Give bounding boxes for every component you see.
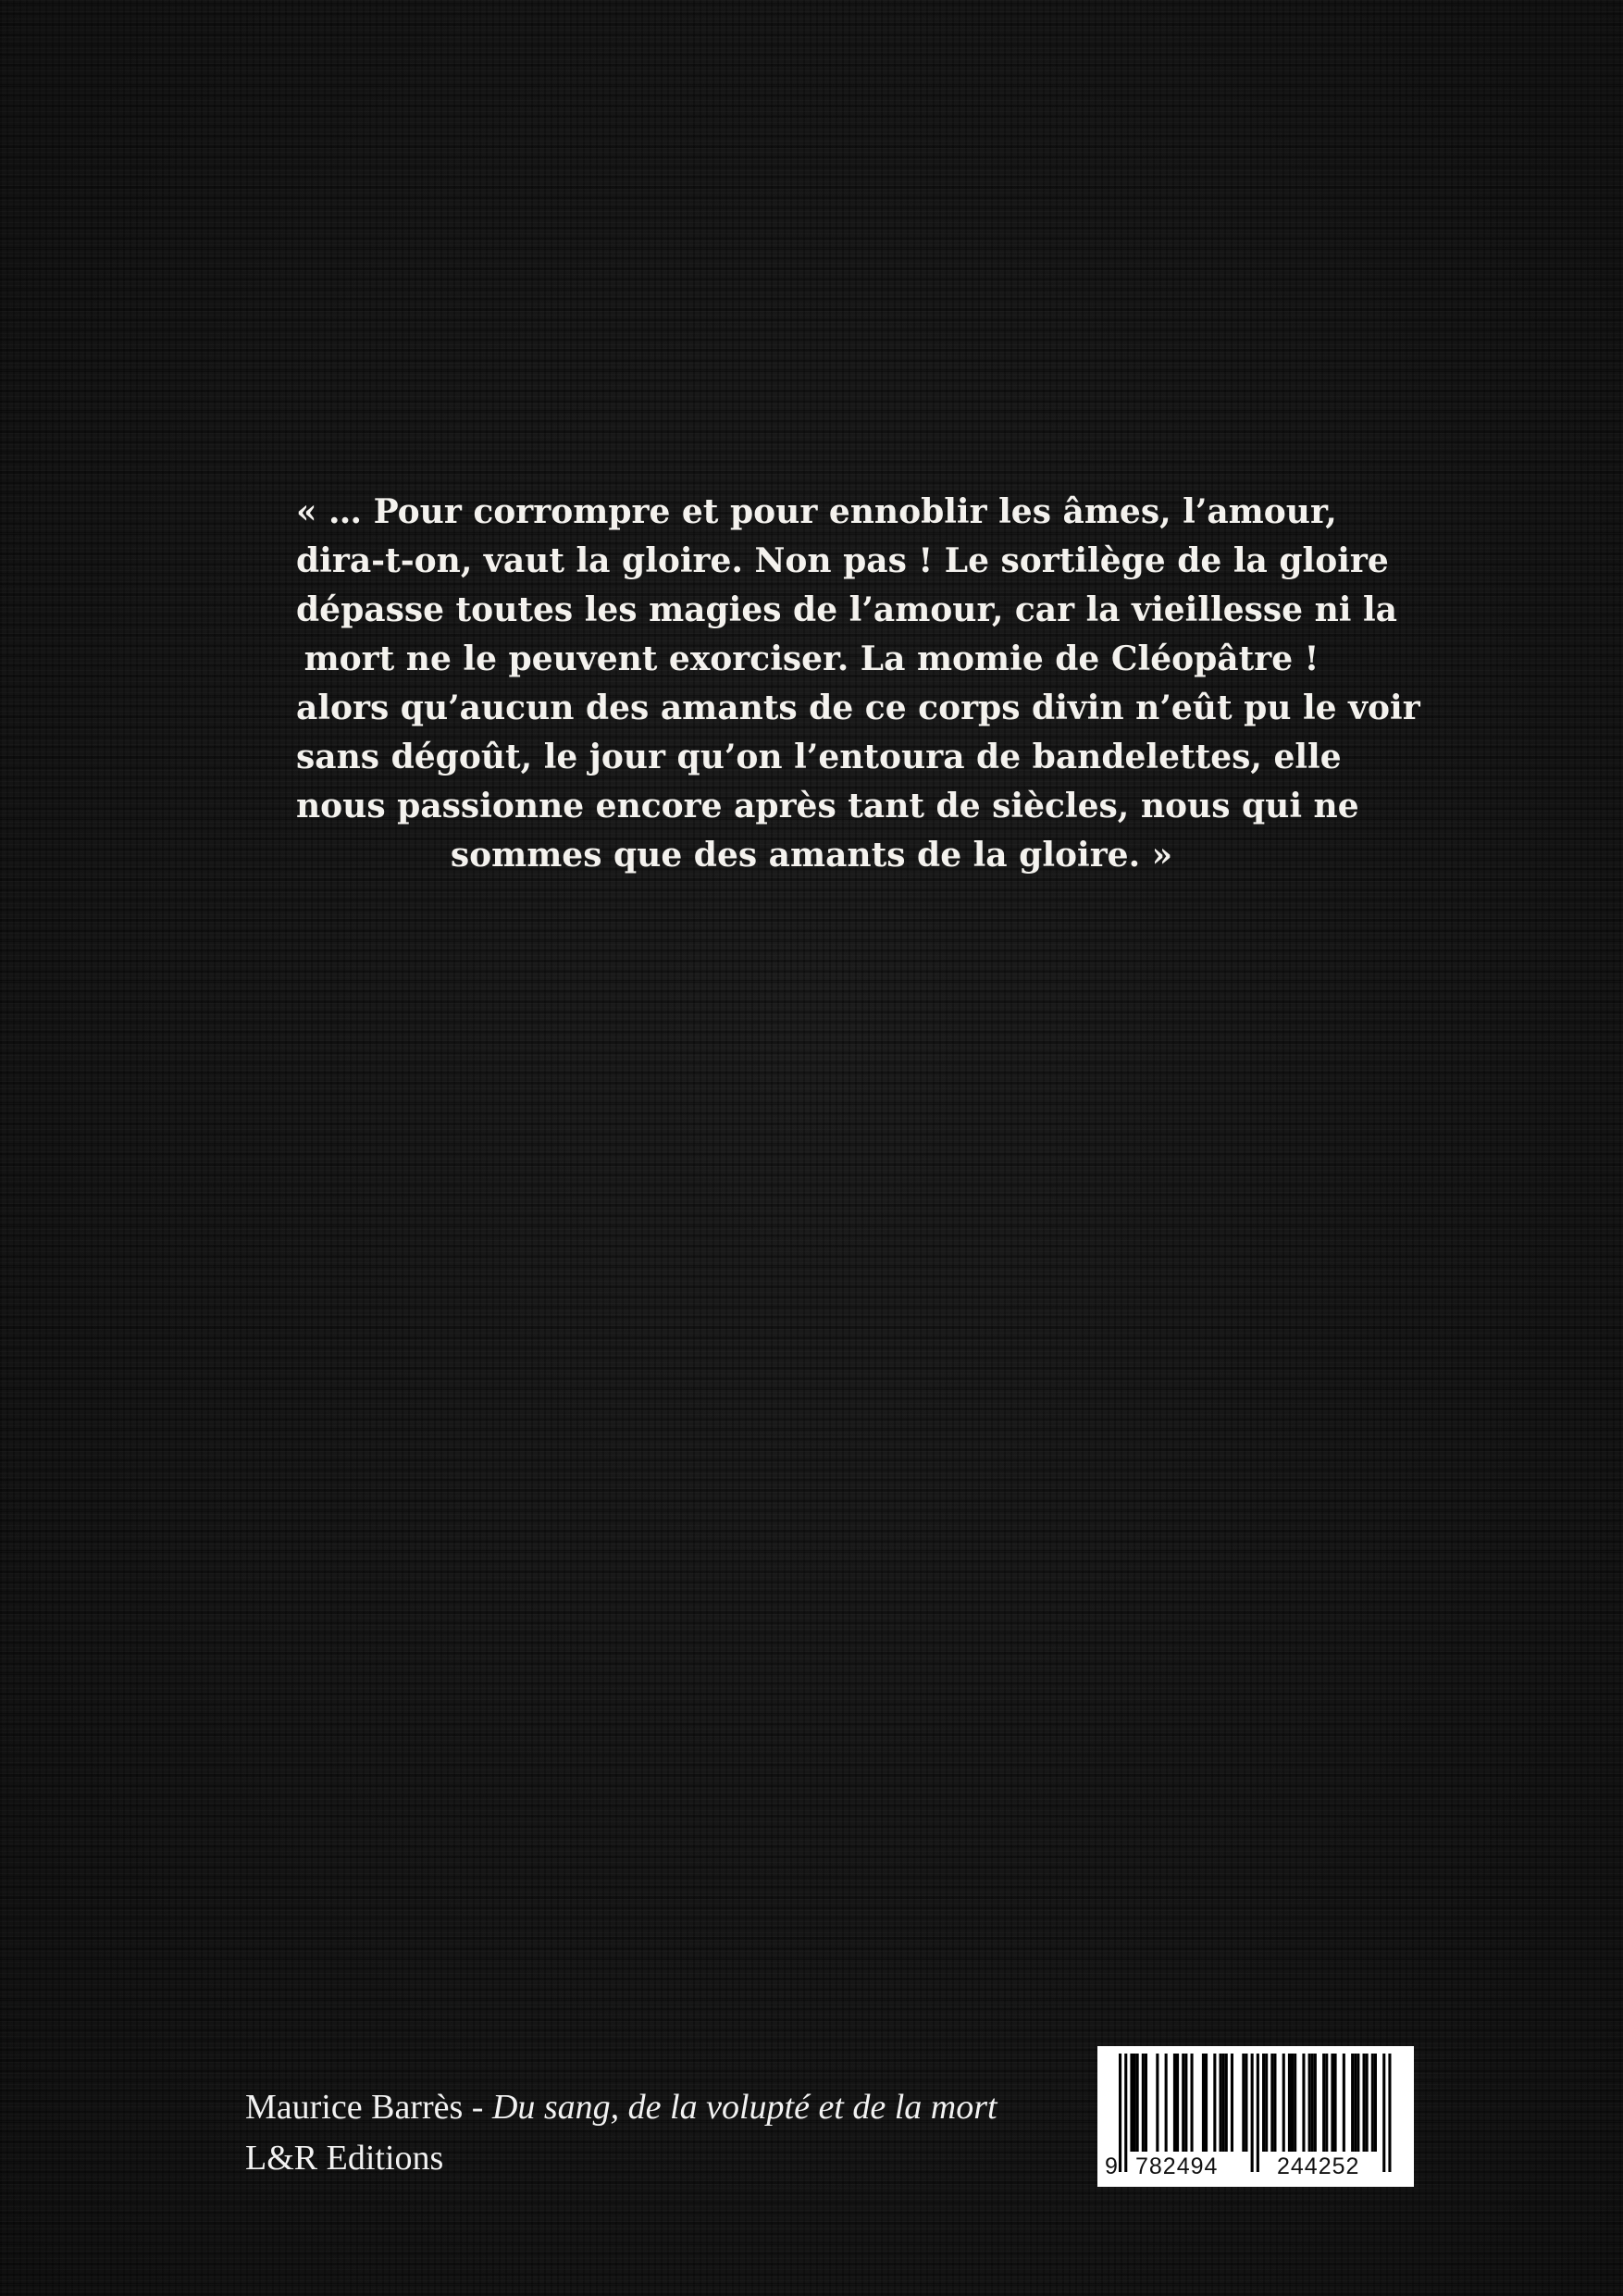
credits-block	[245, 2082, 997, 2184]
barcode-bar	[1354, 2054, 1357, 2152]
barcode-bar	[1231, 2054, 1233, 2152]
barcode-bar	[1134, 2054, 1136, 2152]
quote-line: dépasse toutes les magies de l’amour, car la vieillesse ni la	[296, 590, 1397, 629]
book-title: Du sang, de la volupté et de la mort	[491, 2088, 997, 2127]
barcode-bar	[1257, 2054, 1259, 2172]
quote-line: sommes que des amants de la gloire. »	[450, 836, 1173, 875]
quote-line: nous passionne encore après tant de siècles, nous qui ne	[296, 787, 1359, 825]
barcode-bar	[1288, 2054, 1291, 2152]
barcode-bar	[1176, 2054, 1179, 2152]
barcode-bar	[1262, 2054, 1265, 2152]
barcode-bar	[1136, 2054, 1139, 2152]
publisher-name: L&R Editions	[245, 2139, 444, 2178]
barcode-bar	[1314, 2054, 1317, 2152]
barcode-bar	[1245, 2054, 1247, 2152]
barcode-bar	[1291, 2054, 1294, 2152]
barcode-bar	[1366, 2054, 1369, 2152]
barcode-bar	[1371, 2054, 1374, 2152]
barcode-bar	[1222, 2054, 1225, 2152]
barcode-bar	[1191, 2054, 1194, 2152]
barcode-bar	[1334, 2054, 1337, 2152]
barcode-bar	[1265, 2054, 1268, 2152]
barcode-bar	[1142, 2054, 1145, 2152]
author-title-line	[245, 2082, 997, 2133]
barcode-left-digits: 782494	[1135, 2153, 1219, 2179]
barcode-bar	[1302, 2054, 1305, 2152]
barcode-bar	[1331, 2054, 1333, 2152]
quote-line: alors qu’aucun des amants de ce corps divin n’eût pu le voir	[296, 689, 1420, 727]
barcode-bar	[1165, 2054, 1168, 2152]
barcode-bar	[1374, 2054, 1377, 2152]
barcode-bar	[1213, 2054, 1216, 2152]
barcode-first-digit: 9	[1105, 2153, 1118, 2179]
barcode-bar	[1145, 2054, 1147, 2152]
barcode-bar	[1225, 2054, 1228, 2152]
barcode-bar	[1156, 2054, 1158, 2152]
barcode-bar	[1311, 2054, 1314, 2152]
barcode-bar	[1343, 2054, 1345, 2152]
barcode-bar	[1220, 2054, 1222, 2152]
author-name: Maurice Barrès	[245, 2088, 464, 2127]
barcode-bar	[1363, 2054, 1366, 2152]
author-title-separator: -	[463, 2088, 492, 2127]
barcode-right-digits: 244252	[1277, 2153, 1360, 2179]
barcode-bar	[1124, 2054, 1127, 2172]
barcode-bar	[1382, 2054, 1385, 2172]
barcode-bar	[1273, 2054, 1276, 2152]
barcode-bar	[1242, 2054, 1245, 2152]
quote-block	[296, 488, 1420, 880]
quote-line: mort ne le peuvent exorciser. La momie de Cléopâtre !	[304, 639, 1319, 678]
barcode-bar	[1119, 2054, 1121, 2172]
barcode-bar	[1130, 2054, 1133, 2152]
barcode-bar	[1184, 2054, 1187, 2152]
barcode-bar	[1202, 2054, 1205, 2152]
barcode-bar	[1173, 2054, 1176, 2152]
barcode-bar	[1388, 2054, 1391, 2172]
barcode-bar	[1294, 2054, 1296, 2152]
quote-line: sans dégoût, le jour qu’on l’entoura de bandelettes, elle	[296, 738, 1342, 776]
barcode-bar	[1308, 2054, 1311, 2152]
barcode-bar	[1205, 2054, 1208, 2152]
quote-line: dira-t-on, vaut la gloire. Non pas ! Le sortilège de la gloire	[296, 541, 1389, 580]
barcode-bar	[1351, 2054, 1354, 2152]
barcode-bar	[1182, 2054, 1184, 2152]
barcode-bar	[1357, 2054, 1359, 2152]
isbn-barcode	[1097, 2046, 1414, 2187]
quote-line: « … Pour corrompre et pour ennoblir les âmes, l’amour,	[296, 492, 1337, 531]
barcode-bar	[1251, 2054, 1254, 2172]
barcode-bar	[1270, 2054, 1273, 2152]
barcode-bar	[1325, 2054, 1328, 2152]
barcode-bar	[1322, 2054, 1325, 2152]
barcode-bar	[1282, 2054, 1285, 2152]
